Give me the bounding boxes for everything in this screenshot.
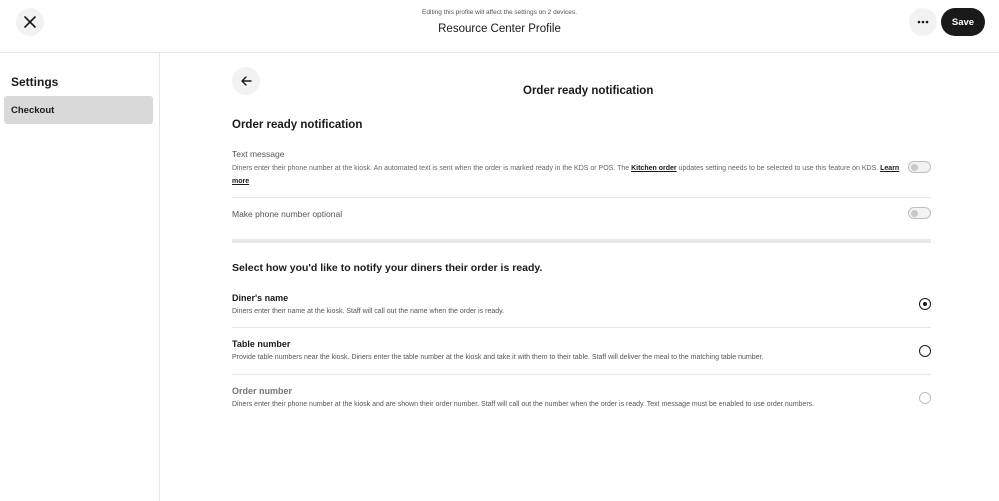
learn-more-link[interactable]: Learn more	[232, 165, 900, 185]
divider	[232, 197, 931, 198]
top-bar	[0, 0, 999, 53]
sidebar	[0, 53, 160, 501]
option-order-number-desc: Diners enter their phone number at the kiosk and are shown their order number. Staff will call out the number when the order is ready. Text message must be enabled to use order numbers.	[232, 401, 815, 408]
notify-method-title: Select how you'd like to notify your diners their order is ready.	[232, 262, 543, 274]
back-button[interactable]	[232, 67, 260, 95]
section-title: Order ready notification	[232, 119, 363, 131]
header-title: Resource Center Profile	[438, 23, 561, 35]
section-divider	[232, 239, 931, 243]
option-table-number-title: Table number	[232, 339, 291, 349]
sidebar-title: Settings	[11, 75, 59, 89]
header-center	[0, 9, 999, 35]
more-horizontal-icon	[917, 20, 929, 24]
make-phone-optional-toggle[interactable]	[908, 207, 931, 219]
header-subtitle: Editing this profile will affect the settings on 2 devices.	[422, 9, 577, 16]
option-diners-name-title: Diner's name	[232, 293, 289, 303]
text-message-desc-part2: updates setting needs to be selected to use this feature on KDS.	[676, 165, 881, 172]
main-content	[160, 53, 999, 501]
text-message-title: Text message	[232, 149, 285, 159]
make-phone-optional-title: Make phone number optional	[232, 209, 343, 219]
option-diners-name-desc: Diners enter their name at the kiosk. Staff will call out the name when the order is ready.	[232, 308, 505, 315]
option-order-number-radio[interactable]	[919, 392, 931, 404]
option-table-number-radio[interactable]	[919, 345, 931, 357]
toggle-knob	[911, 164, 918, 171]
sidebar-item-checkout[interactable]	[4, 96, 153, 124]
divider	[232, 327, 931, 328]
option-table-number-desc: Provide table numbers near the kiosk. Diners enter the table number at the kiosk and take it with them to their table. Staff will deliver the meal to the matching table number.	[232, 354, 764, 361]
option-diners-name-radio[interactable]	[919, 298, 931, 310]
sidebar-item-label: Checkout	[11, 104, 55, 116]
kitchen-order-link[interactable]: Kitchen order	[631, 165, 677, 172]
divider	[232, 374, 931, 375]
save-button[interactable]: Save	[941, 8, 985, 36]
more-options-button[interactable]	[909, 8, 937, 36]
arrow-left-icon	[241, 76, 252, 86]
text-message-toggle[interactable]	[908, 161, 931, 173]
page-title: Order ready notification	[523, 85, 654, 97]
option-order-number-title: Order number	[232, 386, 293, 396]
text-message-desc-part1: Diners enter their phone number at the kiosk. An automated text is sent when the order is marked ready in the KDS or POS. The	[232, 165, 632, 172]
text-message-description	[232, 162, 902, 188]
toggle-knob	[911, 210, 918, 217]
